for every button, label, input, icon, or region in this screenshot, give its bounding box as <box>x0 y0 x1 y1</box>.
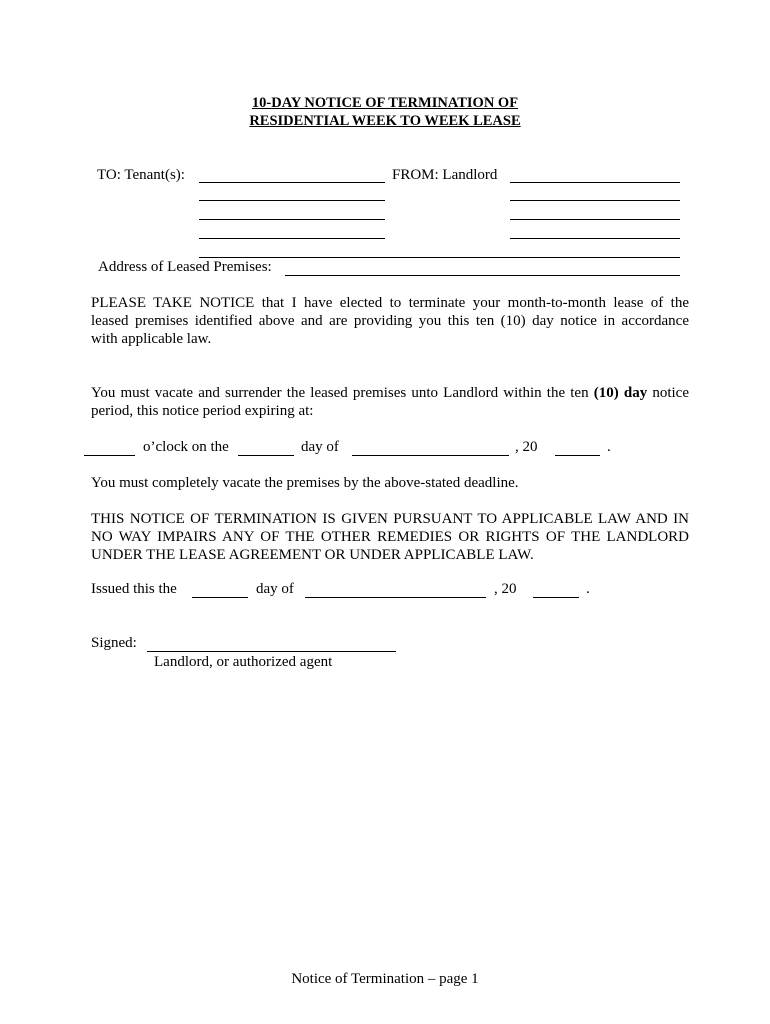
tenant-name-line-1[interactable] <box>199 182 385 183</box>
signed-label: Signed: <box>91 635 137 651</box>
landlord-name-line-2[interactable] <box>510 200 680 201</box>
issued-year-prefix: , 20 <box>494 581 517 597</box>
issued-day-line[interactable] <box>192 597 248 598</box>
legal-paragraph <box>91 510 689 564</box>
vacate-bold-term: (10) day <box>593 385 648 401</box>
issued-label: Issued this the <box>91 581 177 597</box>
deadline-year-line[interactable] <box>555 455 600 456</box>
document-title-line-2: RESIDENTIAL WEEK TO WEEK LEASE <box>249 113 521 129</box>
vacate-completely-text: You must completely vacate the premises by the above-stated deadline. <box>91 475 519 491</box>
address-line[interactable] <box>285 275 680 276</box>
notice-paragraph-line-3: with applicable law. <box>91 331 212 347</box>
deadline-day-line[interactable] <box>238 455 294 456</box>
document-title-line-1: 10-DAY NOTICE OF TERMINATION OF <box>251 95 519 111</box>
issued-month-line[interactable] <box>305 597 486 598</box>
deadline-hour-line[interactable] <box>84 455 135 456</box>
landlord-name-line-1[interactable] <box>510 182 680 183</box>
deadline-oclock-text: o’clock on the <box>143 439 229 455</box>
notice-paragraph <box>91 294 689 348</box>
vacate-paragraph-line-1 <box>91 384 689 402</box>
tenant-label: TO: Tenant(s): <box>97 167 185 183</box>
vacate-text-start: You must vacate and surrender the leased premises unto Landlord within the ten <box>91 385 594 401</box>
deadline-day-of-text: day of <box>301 439 339 455</box>
deadline-month-line[interactable] <box>352 455 509 456</box>
notice-paragraph-line-2: leased premises identified above and are providing you this ten (10) day notice in accordance <box>91 313 689 329</box>
address-label: Address of Leased Premises: <box>98 259 272 275</box>
tenant-name-line-3[interactable] <box>199 219 385 220</box>
tenant-name-line-2[interactable] <box>199 200 385 201</box>
legal-paragraph-line-1: THIS NOTICE OF TERMINATION IS GIVEN PURSUANT TO APPLICABLE LAW AND IN <box>91 511 689 527</box>
vacate-paragraph-line-2: period, this notice period expiring at: <box>91 403 314 419</box>
vacate-paragraph <box>91 384 689 420</box>
signer-caption: Landlord, or authorized agent <box>154 654 333 670</box>
legal-paragraph-line-2: NO WAY IMPAIRS ANY OF THE OTHER REMEDIES OR RIGHTS OF THE LANDLORD <box>91 529 689 545</box>
issued-year-line[interactable] <box>533 597 579 598</box>
vacate-text-end: notice <box>647 385 689 401</box>
issued-period: . <box>586 581 590 597</box>
landlord-label: FROM: Landlord <box>392 167 498 183</box>
issued-day-of-text: day of <box>256 581 294 597</box>
tenant-name-line-4[interactable] <box>199 238 385 239</box>
page-footer: Notice of Termination – page 1 <box>291 971 479 987</box>
signature-line[interactable] <box>147 651 396 652</box>
deadline-year-prefix: , 20 <box>515 439 538 455</box>
notice-paragraph-line-1: PLEASE TAKE NOTICE that I have elected to terminate your month-to-month lease of the <box>91 295 689 311</box>
landlord-name-line-4[interactable] <box>510 238 680 239</box>
legal-paragraph-line-3: UNDER THE LEASE AGREEMENT OR UNDER APPLICABLE LAW. <box>91 547 534 563</box>
deadline-period: . <box>607 439 611 455</box>
landlord-name-line-3[interactable] <box>510 219 680 220</box>
